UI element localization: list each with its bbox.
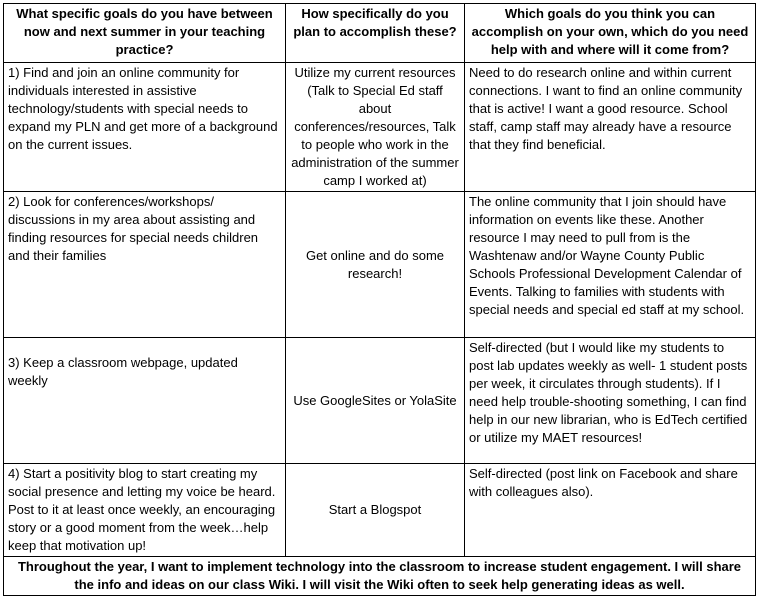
goal-cell: 4) Start a positivity blog to start creating my social presence and letting my voice be heard. Post to it at least once weekly, an encouraging story or a good moment from the week…help keep that motivation up! [4, 464, 286, 557]
header-plan: How specifically do you plan to accomplish these? [286, 4, 465, 63]
footer-note: Throughout the year, I want to implement technology into the classroom to increase student engagement. I will share the info and ideas on our class Wiki. I will visit the Wiki often to seek help generating ideas as well. [4, 557, 756, 596]
table-row [4, 338, 756, 464]
table-row [4, 63, 756, 192]
help-cell: Need to do research online and within current connections. I want to find an online community that is active! I want a good resource. School staff, camp staff may already have a resource that they find beneficial. [465, 63, 756, 192]
table-row [4, 464, 756, 557]
help-cell: The online community that I join should have information on events like these. Another resource I may need to pull from is the Washtenaw and/or Wayne County Public Schools Professional Development Calendar of Events. Talking to families with students with special needs and special ed staff at my school. [465, 192, 756, 338]
goal-cell: 1) Find and join an online community for individuals interested in assistive technology/students with special needs to expand my PLN and get more of a background on the current issues. [4, 63, 286, 192]
header-goals: What specific goals do you have between now and next summer in your teaching practice? [4, 4, 286, 63]
header-help: Which goals do you think you can accomplish on your own, which do you need help with and where will it come from? [465, 4, 756, 63]
plan-cell: Utilize my current resources (Talk to Special Ed staff about conferences/resources, Talk to people who work in the administration of the summer camp I worked at) [286, 63, 465, 192]
table-row [4, 192, 756, 338]
plan-cell: Use GoogleSites or YolaSite [286, 338, 465, 464]
help-cell: Self-directed (but I would like my students to post lab updates weekly as well- 1 student posts per week, it circulates through students). If I need help trouble-shooting something, I can find help in our new librarian, who is EdTech certified or utilize my MAET resources! [465, 338, 756, 464]
goal-cell: 2) Look for conferences/workshops/ discussions in my area about assisting and finding resources for special needs children and their families [4, 192, 286, 338]
plan-cell: Get online and do some research! [286, 192, 465, 338]
footer-row [4, 557, 756, 596]
goals-table [3, 3, 756, 596]
goal-cell: 3) Keep a classroom webpage, updated weekly [4, 338, 286, 464]
help-cell: Self-directed (post link on Facebook and share with colleagues also). [465, 464, 756, 557]
header-row [4, 4, 756, 63]
plan-cell: Start a Blogspot [286, 464, 465, 557]
